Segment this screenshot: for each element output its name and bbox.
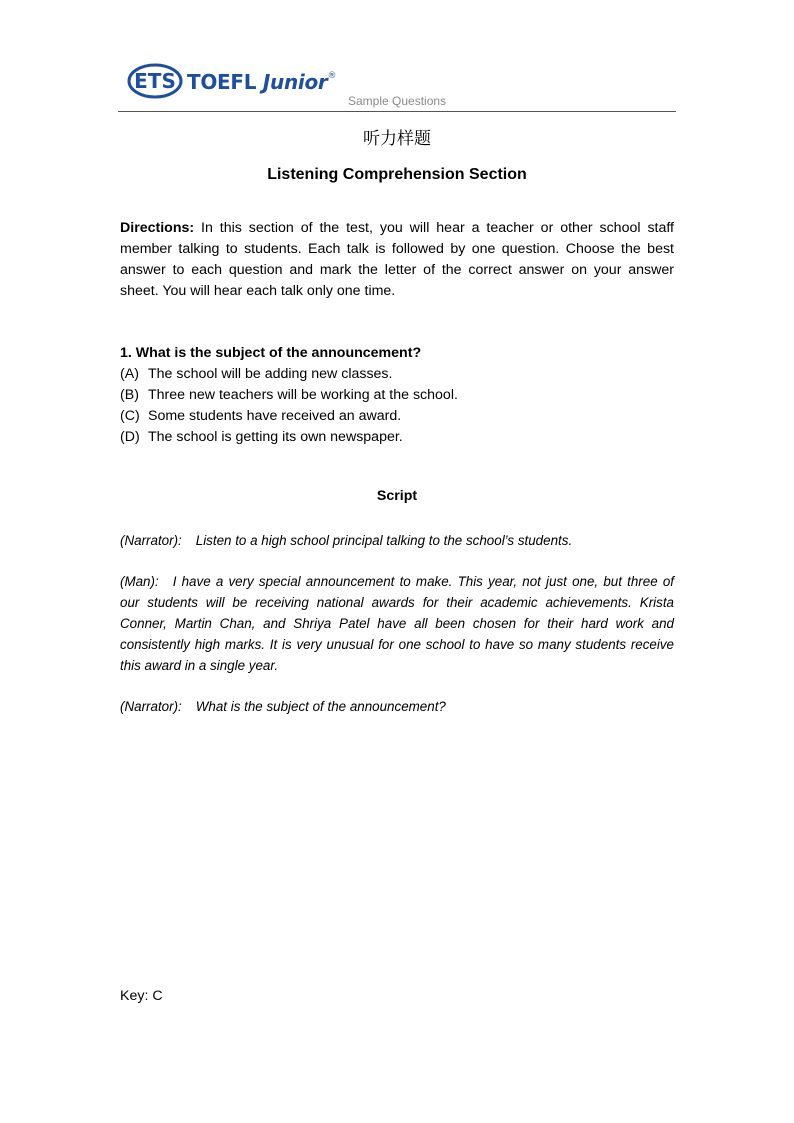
answer-option-c <box>120 406 458 427</box>
header-divider <box>118 111 676 112</box>
header-subtitle: Sample Questions <box>348 94 447 108</box>
ets-toefl-junior-logo <box>127 60 336 102</box>
option-text: Three new teachers will be working at the school. <box>148 387 458 403</box>
registered-mark: ® <box>327 71 337 81</box>
script-line-narrator-intro <box>120 530 674 551</box>
option-text: The school is getting its own newspaper. <box>148 429 403 445</box>
toefl-junior-wordmark <box>187 70 336 92</box>
option-text: Some students have received an award. <box>148 408 402 424</box>
ets-logo-icon <box>127 62 183 100</box>
script-text: What is the subject of the announcement? <box>195 699 446 714</box>
script-title: Script <box>376 488 418 504</box>
script-text: Listen to a high school principal talking to the school’s students. <box>195 533 573 548</box>
logo-name-sub: Junior <box>262 70 328 94</box>
option-text: The school will be adding new classes. <box>148 366 393 382</box>
option-letter: (D) <box>120 429 140 445</box>
option-letter: (B) <box>120 387 139 403</box>
directions-label: Directions: <box>120 220 195 236</box>
speaker-label: (Narrator): <box>120 533 182 548</box>
question-text: 1. What is the subject of the announcement? <box>120 345 422 361</box>
logo-name-main: TOEFL <box>187 70 263 94</box>
script-line-man <box>120 571 674 676</box>
directions-text: In this section of the test, you will hear a teacher or other school staff member talking to students. Each talk is followed by one question. Choose the best answer to each question and mark the letter of the correct answer on your answer sheet. You will hear each talk only one time. <box>120 220 674 299</box>
ets-logo-text: ETS <box>134 69 176 93</box>
directions-paragraph <box>120 218 674 302</box>
answer-options <box>120 364 458 448</box>
script-line-narrator-question <box>120 696 674 717</box>
page-title-chinese: 听力样题 <box>363 129 431 149</box>
speaker-label: (Man): <box>120 574 159 589</box>
speaker-label: (Narrator): <box>120 699 182 714</box>
option-letter: (C) <box>120 408 140 424</box>
answer-option-a <box>120 364 458 385</box>
answer-key: Key: C <box>120 988 163 1004</box>
section-title: Listening Comprehension Section <box>267 166 527 183</box>
option-letter: (A) <box>120 366 139 382</box>
answer-option-b <box>120 385 458 406</box>
script-text: I have a very special announcement to make. This year, not just one, but three of our students will be receiving national awards for their academic achievements. Krista Conner, Martin Chan, and Shriya Patel have all been chosen for their hard work and consistently high marks. It is very unusual for one school to have so many students receive this award in a single year. <box>120 574 674 673</box>
answer-option-d <box>120 427 458 448</box>
